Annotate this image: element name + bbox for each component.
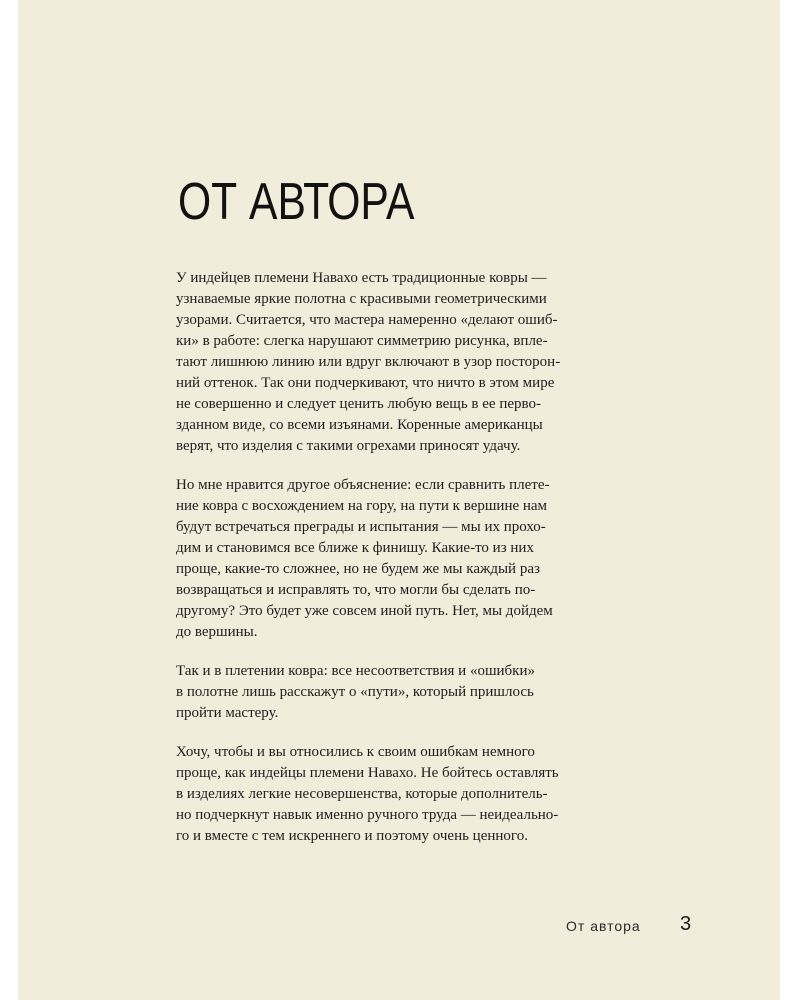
text-line: проще, как индейцы племени Навахо. Не бойтесь оставлять xyxy=(176,765,559,781)
text-line: Но мне нравится другое объяснение: если сравнить плете- xyxy=(176,477,550,493)
text-line: возвращаться и исправлять то, что могли бы сделать по- xyxy=(176,582,536,598)
body-text xyxy=(176,268,616,865)
text-line: ний оттенок. Так они подчеркивают, что ничто в этом мире xyxy=(176,375,555,391)
text-line: Хочу, чтобы и вы относились к своим ошибкам немного xyxy=(176,744,535,760)
text-line: пройти мастеру. xyxy=(176,705,279,721)
paragraph-1 xyxy=(176,268,616,457)
paragraph-3 xyxy=(176,661,616,724)
text-line: будут встречаться преграды и испытания — мы их прохо- xyxy=(176,519,546,535)
text-line: узнаваемые яркие полотна с красивыми геометрическими xyxy=(176,291,547,307)
book-page xyxy=(18,0,780,1000)
text-line: проще, какие-то сложнее, но не будем же мы каждый раз xyxy=(176,561,540,577)
paragraph-4 xyxy=(176,742,616,847)
text-line: в полотне лишь расскажут о «пути», который пришлось xyxy=(176,684,534,700)
running-title: От автора xyxy=(566,918,641,934)
text-line: не совершенно и следует ценить любую вещь в ее перво- xyxy=(176,396,541,412)
page-number: 3 xyxy=(680,913,692,935)
text-line: зданном виде, со всеми изъянами. Коренные американцы xyxy=(176,417,543,433)
text-line: го и вместе с тем искреннего и поэтому очень ценного. xyxy=(176,828,528,844)
text-line: узорами. Считается, что мастера намеренно «делают ошиб- xyxy=(176,312,558,328)
text-line: но подчеркнут навык именно ручного труда — неидеально- xyxy=(176,807,559,823)
text-line: тают лишнюю линию или вдруг включают в узор посторон- xyxy=(176,354,561,370)
text-line: до вершины. xyxy=(176,624,258,640)
text-line: Так и в плетении ковра: все несоответствия и «ошибки» xyxy=(176,663,535,679)
text-line: ки» в работе: слегка нарушают симметрию рисунка, впле- xyxy=(176,333,548,349)
text-line: У индейцев племени Навахо есть традиционные ковры — xyxy=(176,270,547,286)
text-line: верят, что изделия с такими огрехами приносят удачу. xyxy=(176,438,521,454)
page-title: ОТ АВТОРА xyxy=(178,173,415,231)
text-line: другому? Это будет уже совсем иной путь. Нет, мы дойдем xyxy=(176,603,553,619)
paragraph-2 xyxy=(176,475,616,643)
text-line: в изделиях легкие несовершенства, которые дополнитель- xyxy=(176,786,548,802)
text-line: дим и становимся все ближе к финишу. Какие-то из них xyxy=(176,540,534,556)
text-line: ние ковра с восхождением на гору, на пути к вершине нам xyxy=(176,498,548,514)
